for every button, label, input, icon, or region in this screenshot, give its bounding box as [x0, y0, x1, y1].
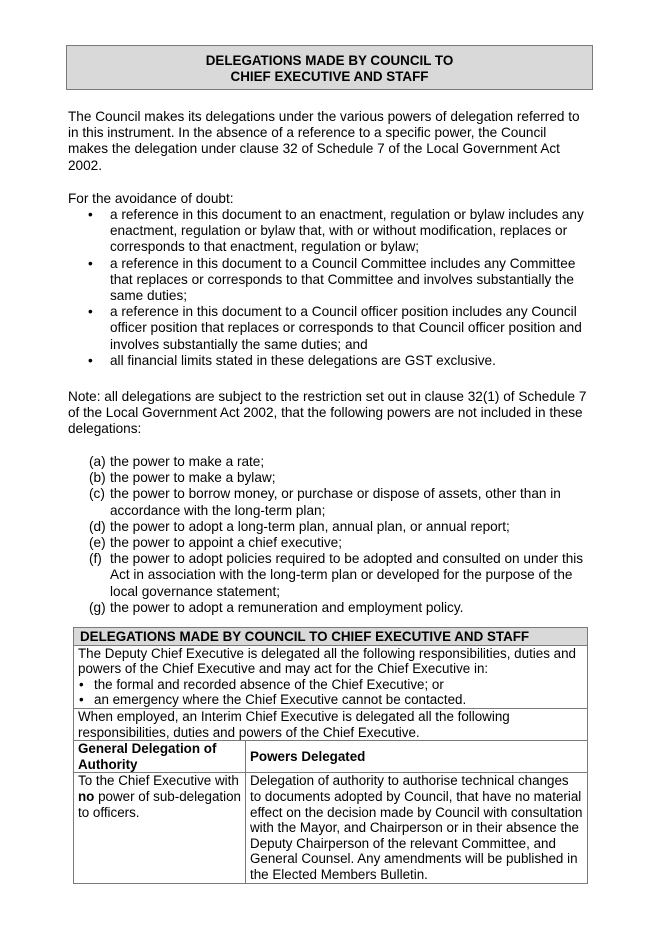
- list-item: • a reference in this document to a Council Committee includes any Committee that replaces or corresponds to that Committee and involves substantially the same duties;: [68, 256, 588, 305]
- list-item: [89, 600, 589, 616]
- deputy-list: [78, 677, 583, 708]
- item-text: the power to appoint a chief executive;: [110, 535, 342, 551]
- list-item: [89, 486, 589, 518]
- table-row: [74, 708, 588, 740]
- item-label: (e): [89, 535, 106, 551]
- document-title-box: [66, 45, 593, 90]
- item-text: the power to make a rate;: [110, 454, 265, 469]
- item-text: the power to adopt policies required to be adopted and consulted on under this Act in association with the long-term plan or developed for the purpose of the local governance statement;: [110, 551, 584, 599]
- cell-text: To the Chief Executive with: [78, 773, 239, 789]
- list-item: • all financial limits stated in these delegations are GST exclusive.: [68, 353, 588, 369]
- item-label: (f): [89, 551, 102, 567]
- list-item: • an emergency where the Chief Executive cannot be contacted.: [78, 692, 583, 708]
- avoidance-heading: For the avoidance of doubt:: [68, 191, 234, 206]
- list-item: [89, 454, 589, 470]
- general-delegation-cell: [74, 773, 246, 883]
- list-item: [89, 519, 589, 535]
- item-label: (c): [89, 486, 105, 502]
- list-item: • a reference in this document to an enactment, regulation or bylaw includes any enactment, regulation or bylaw that, with or without modification, replaces or corresponds to that enactment, regulation or bylaw;: [68, 207, 588, 256]
- table-row: [74, 645, 588, 708]
- item-label: (b): [89, 470, 106, 486]
- excluded-powers-list: [89, 454, 589, 616]
- delegations-table: [73, 627, 588, 884]
- cell-emphasis: no: [78, 788, 95, 804]
- item-text: the power to adopt a long-term plan, annual plan, or annual report;: [110, 518, 510, 534]
- list-item: [89, 470, 589, 486]
- powers-delegated-cell: Delegation of authority to authorise technical changes to documents adopted by Council, that have no material effect on the decision made by Council with consultation with the Mayor, and Chairperson or in their absence the Deputy Chairperson of the relevant Committee, and General Counsel. Any amendments will be published in the Elected Members Bulletin.: [246, 773, 588, 883]
- item-text: the power to borrow money, or purchase or dispose of assets, other than in accordance with the long-term plan;: [110, 486, 561, 518]
- cell-text: power of sub-delegation to officers.: [78, 788, 242, 820]
- item-text: the power to adopt a remuneration and employment policy.: [110, 599, 464, 615]
- interim-text: When employed, an Interim Chief Executive is delegated all the following responsibilities, duties and powers of the Chief Executive.: [74, 708, 588, 740]
- table-row: [74, 628, 588, 646]
- column-header-general-delegation: General Delegation of Authority: [74, 741, 246, 773]
- deputy-cell: [74, 645, 588, 708]
- table-heading: DELEGATIONS MADE BY COUNCIL TO CHIEF EXECUTIVE AND STAFF: [74, 628, 588, 646]
- table-row: [74, 773, 588, 883]
- item-text: the power to make a bylaw;: [110, 470, 276, 486]
- list-item: [89, 551, 589, 600]
- table-row: [74, 741, 588, 773]
- list-item: • the formal and recorded absence of the Chief Executive; or: [78, 677, 583, 693]
- list-item: • a reference in this document to a Council officer position includes any Council officer position that replaces or corresponds to that Council officer position and involves substantially the same duties; and: [68, 304, 588, 353]
- item-label: (g): [89, 599, 106, 615]
- item-label: (d): [89, 518, 106, 534]
- item-label: (a): [89, 454, 106, 469]
- deputy-text: The Deputy Chief Executive is delegated all the following responsibilities, duties and powers of the Chief Executive and may act for the Chief Executive in:: [78, 645, 576, 677]
- avoidance-list: [68, 207, 588, 369]
- intro-paragraph: The Council makes its delegations under the various powers of delegation referred to in this instrument. In the absence of a reference to a specific power, the Council makes the delegation under clause 32 of Schedule 7 of the Local Government Act 2002.: [68, 109, 580, 173]
- document-title-line-1: DELEGATIONS MADE BY COUNCIL TO: [205, 53, 454, 68]
- note-paragraph: Note: all delegations are subject to the restriction set out in clause 32(1) of Schedule 7 of the Local Government Act 2002, that the following powers are not included in these delegations:: [68, 389, 587, 437]
- document-title-line-2: CHIEF EXECUTIVE AND STAFF: [230, 69, 429, 84]
- column-header-powers-delegated: Powers Delegated: [246, 741, 588, 773]
- list-item: [89, 535, 589, 551]
